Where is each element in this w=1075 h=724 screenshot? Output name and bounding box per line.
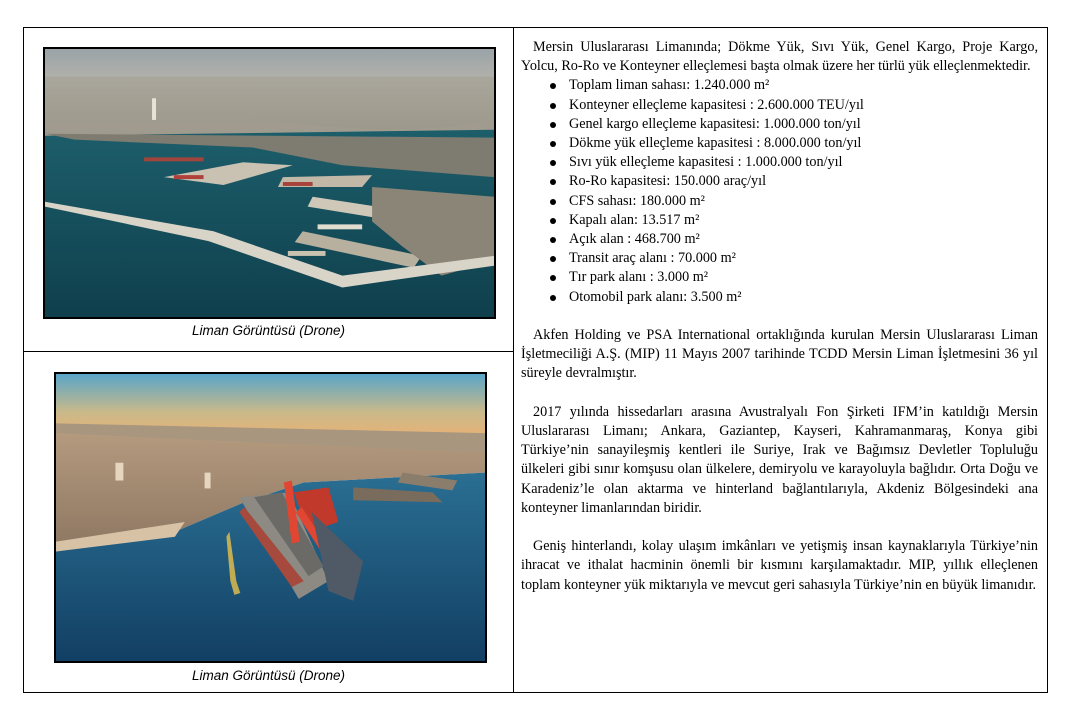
content-table <box>23 27 1048 693</box>
list-item: Toplam liman sahası: 1.240.000 m² <box>521 76 1038 95</box>
row-divider <box>24 351 513 352</box>
column-divider <box>513 28 514 692</box>
list-item: Sıvı yük elleçleme kapasitesi : 1.000.000 ton/yıl <box>521 153 1038 172</box>
list-item: Ro-Ro kapasitesi: 150.000 araç/yıl <box>521 172 1038 191</box>
list-item: Dökme yük elleçleme kapasitesi : 8.000.000 ton/yıl <box>521 134 1038 153</box>
list-item: Genel kargo elleçleme kapasitesi: 1.000.000 ton/yıl <box>521 115 1038 134</box>
port-aerial-image <box>45 49 494 317</box>
list-item: CFS sahası: 180.000 m² <box>521 192 1038 211</box>
list-item: Kapalı alan: 13.517 m² <box>521 211 1038 230</box>
hinterland-paragraph: Geniş hinterlandı, kolay ulaşım imkânları ve yetişmiş insan kaynaklarıyla Türkiye’nin ihracat ve ithalat hacminin önemli bir kısmını karşılamaktadır. MIP, yıllık elleçlenen toplam konteyner yük miktarıyla ve mevcut geri sahasıyla Türkiye’nin en büyük limanıdır. <box>521 538 1038 593</box>
list-item: Tır park alanı : 3.000 m² <box>521 268 1038 287</box>
list-item: Otomobil park alanı: 3.500 m² <box>521 288 1038 307</box>
list-item: Açık alan : 468.700 m² <box>521 230 1038 249</box>
connections-paragraph: 2017 yılında hissedarları arasına Avustralyalı Fon Şirketi IFM’in katıldığı Mersin Uluslararası Limanı; Ankara, Gaziantep, Kayseri, Kahramanmaraş, Konya gibi Türkiye’nin sanayileşmiş kentleri ile Suriye, Irak ve Bağımsız Devletler Topluluğu ülkeleri gibi sınır komşusu olan ülkelere, demiryolu ve karayoluyla bağlıdır. Orta Doğu ve Karadeniz’le olan aktarma ve hinterland bağlantılarıyla, Akdeniz Bölgesindeki ana konteyner limanlarından biridir. <box>521 403 1038 516</box>
list-item: Konteyner elleçleme kapasitesi : 2.600.000 TEU/yıl <box>521 96 1038 115</box>
photo-caption-2: Liman Görüntüsü (Drone) <box>191 668 346 683</box>
container-terminal-image <box>56 374 485 661</box>
port-drone-photo-1 <box>43 47 496 319</box>
ownership-paragraph: Akfen Holding ve PSA International ortaklığında kurulan Mersin Uluslararası Liman İşletmeciliği A.Ş. (MIP) 11 Mayıs 2007 tarihinde TCDD Mersin Liman İşletmesini 36 yıl süreyle devralmıştır. <box>521 327 1038 382</box>
intro-paragraph: Mersin Uluslararası Limanında; Dökme Yük, Sıvı Yük, Genel Kargo, Proje Kargo, Yolcu, Ro-Ro ve Konteyner elleçlemesi başta olmak üzere her türlü yük elleçlenmektedir. <box>521 39 1038 75</box>
capacity-list <box>521 76 1038 306</box>
photo-caption-1: Liman Görüntüsü (Drone) <box>191 323 346 338</box>
list-item: Transit araç alanı : 70.000 m² <box>521 249 1038 268</box>
description-column <box>521 38 1038 595</box>
port-drone-photo-2 <box>54 372 487 663</box>
